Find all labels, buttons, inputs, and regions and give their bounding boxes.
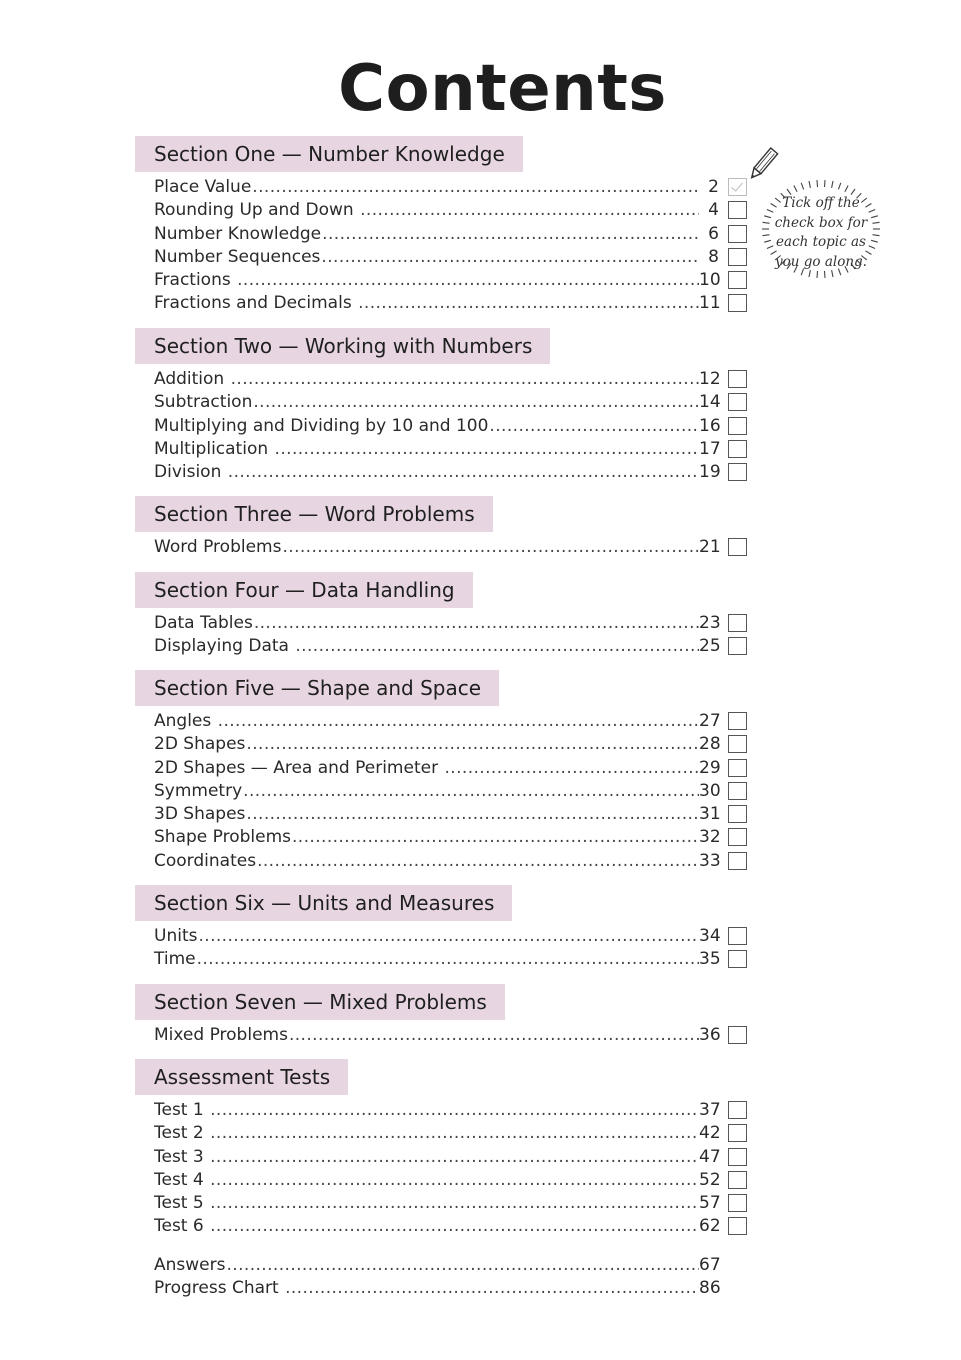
page-number: 32 <box>699 827 721 848</box>
section-items <box>135 368 755 484</box>
toc-row <box>154 948 756 971</box>
page-number: 19 <box>699 462 721 483</box>
section-items <box>135 710 755 873</box>
topic-label: Test 1 ..... <box>154 1099 699 1122</box>
toc-section <box>135 670 755 873</box>
toc-row <box>154 710 756 733</box>
topic-label: 2D Shapes ..... <box>154 733 699 756</box>
page-number: 31 <box>699 804 721 825</box>
topic-label: Answers ..... <box>154 1254 699 1277</box>
toc-row <box>154 1215 756 1238</box>
topic-label: Test 3 ..... <box>154 1146 699 1169</box>
page-title: Contents <box>338 52 667 126</box>
topic-label: Coordinates ..... <box>154 850 699 873</box>
topic-label: Units ..... <box>154 925 699 948</box>
topic-checkbox[interactable] <box>728 1148 747 1166</box>
toc-row <box>154 438 756 461</box>
page-number: 2 <box>708 177 719 197</box>
page-number: 47 <box>699 1146 721 1167</box>
page-number: 86 <box>699 1278 721 1299</box>
page-number: 36 <box>699 1025 721 1045</box>
toc-row <box>154 733 756 756</box>
toc-row <box>154 925 756 948</box>
toc-row <box>154 461 756 484</box>
topic-label: Word Problems ..... <box>154 536 699 559</box>
section-header: Section Seven — Mixed Problems <box>135 984 505 1020</box>
topic-label: Displaying Data ..... <box>154 635 699 658</box>
tip-text: Tick off the check box for each topic as you go along. <box>774 195 868 270</box>
topic-label: Subtraction ..... <box>154 391 699 414</box>
toc-row <box>154 536 756 559</box>
topic-checkbox[interactable] <box>728 463 747 481</box>
topic-label: 3D Shapes ..... <box>154 803 699 826</box>
page-number: 17 <box>699 438 721 459</box>
page-number: 12 <box>699 369 721 389</box>
section-header: Section Four — Data Handling <box>135 572 473 608</box>
topic-checkbox[interactable] <box>728 225 747 243</box>
topic-checkbox[interactable] <box>728 201 747 219</box>
topic-checkbox[interactable] <box>728 248 747 266</box>
topic-label: Multiplication ..... <box>154 438 699 461</box>
topic-label: Test 5 ..... <box>154 1192 699 1215</box>
topic-checkbox[interactable] <box>728 370 747 388</box>
topic-label: Test 2 ..... <box>154 1122 699 1145</box>
page-number: 67 <box>699 1255 721 1275</box>
toc-row <box>154 176 756 199</box>
toc-row <box>154 757 756 780</box>
topic-label: Rounding Up and Down ..... <box>154 199 699 222</box>
section-items <box>135 1099 755 1239</box>
toc-section <box>135 496 755 559</box>
tip-callout <box>760 178 882 280</box>
toc-row <box>154 1192 756 1215</box>
page-number: 29 <box>699 757 721 778</box>
page-number: 10 <box>699 270 721 291</box>
topic-checkbox[interactable] <box>728 1194 747 1212</box>
topic-checkbox[interactable] <box>728 1217 747 1235</box>
topic-label: Angles ..... <box>154 710 699 733</box>
toc-row <box>154 269 756 292</box>
topic-label: Mixed Problems ..... <box>154 1024 699 1047</box>
toc-row <box>154 612 756 635</box>
toc-row <box>154 391 756 414</box>
page-number: 23 <box>699 613 721 633</box>
topic-label: Number Sequences ..... <box>154 246 699 269</box>
toc-section <box>135 984 755 1047</box>
topic-label: Place Value ..... <box>154 176 699 199</box>
toc-row <box>154 850 756 873</box>
toc-row <box>154 415 756 438</box>
toc-row <box>154 780 756 803</box>
toc-row <box>154 1099 756 1122</box>
topic-checkbox[interactable] <box>728 614 747 632</box>
topic-checkbox[interactable] <box>728 950 747 968</box>
toc-row <box>154 246 756 269</box>
page-number: 52 <box>699 1169 721 1190</box>
toc-row <box>154 826 756 849</box>
section-header: Assessment Tests <box>135 1059 348 1095</box>
topic-checkbox[interactable] <box>728 440 747 458</box>
section-items <box>135 925 755 972</box>
topic-label: Division ..... <box>154 461 699 484</box>
topic-checkbox[interactable] <box>728 271 747 289</box>
topic-checkbox[interactable] <box>728 637 747 655</box>
page-number: 8 <box>708 246 719 267</box>
page-number: 62 <box>699 1216 721 1237</box>
toc-section <box>135 136 755 316</box>
page-number: 14 <box>699 392 721 413</box>
topic-label: Fractions and Decimals ..... <box>154 292 699 315</box>
topic-checkbox[interactable] <box>728 782 747 800</box>
toc-section <box>135 885 755 972</box>
topic-checkbox[interactable] <box>728 759 747 777</box>
topic-label: Shape Problems ..... <box>154 826 699 849</box>
page-number: 30 <box>699 780 721 801</box>
toc-row <box>154 803 756 826</box>
page-number: 34 <box>699 926 721 946</box>
topic-label: Time ..... <box>154 948 699 971</box>
topic-checkbox[interactable] <box>728 1026 747 1044</box>
topic-label: Progress Chart ..... <box>154 1277 699 1300</box>
page-number: 27 <box>699 711 721 731</box>
page-number: 21 <box>699 537 721 557</box>
topic-checkbox[interactable] <box>728 538 747 556</box>
toc-row <box>154 223 756 246</box>
topic-label: Number Knowledge ..... <box>154 223 699 246</box>
toc-section <box>135 572 755 659</box>
toc-row <box>154 1024 756 1047</box>
toc-row <box>154 199 756 222</box>
page-number: 57 <box>699 1193 721 1214</box>
topic-checkbox[interactable] <box>728 1101 747 1119</box>
toc-section <box>135 328 755 484</box>
topic-label: Multiplying and Dividing by 10 and 100 ..... <box>154 415 699 438</box>
section-items <box>135 612 755 659</box>
page-number: 16 <box>699 415 721 436</box>
page-number: 42 <box>699 1123 721 1144</box>
topic-checkbox[interactable] <box>728 735 747 753</box>
toc-section <box>135 1254 755 1301</box>
topic-checkbox[interactable] <box>728 852 747 870</box>
page-number: 35 <box>699 949 721 970</box>
topic-checkbox[interactable] <box>728 1124 747 1142</box>
topic-label: Test 6 ..... <box>154 1215 699 1238</box>
page-number: 6 <box>708 223 719 244</box>
section-items <box>135 1254 755 1301</box>
toc-row <box>154 368 756 391</box>
page-number: 37 <box>699 1100 721 1120</box>
page-number: 33 <box>699 850 721 871</box>
toc-row <box>154 1254 756 1277</box>
topic-label: Data Tables ..... <box>154 612 699 635</box>
toc-row <box>154 1277 756 1300</box>
toc-row <box>154 635 756 658</box>
toc-row <box>154 1146 756 1169</box>
toc-row <box>154 292 756 315</box>
topic-checkbox[interactable] <box>728 927 747 945</box>
topic-label: Fractions ..... <box>154 269 699 292</box>
toc-row <box>154 1122 756 1145</box>
topic-checkbox[interactable] <box>728 294 747 312</box>
topic-checkbox[interactable] <box>728 1171 747 1189</box>
topic-label: 2D Shapes — Area and Perimeter ..... <box>154 757 699 780</box>
page-number: 4 <box>708 200 719 221</box>
page-number: 28 <box>699 734 721 755</box>
section-header: Section Three — Word Problems <box>135 496 493 532</box>
section-items <box>135 536 755 559</box>
topic-checkbox[interactable] <box>728 805 747 823</box>
section-items <box>135 1024 755 1047</box>
topic-label: Addition ..... <box>154 368 699 391</box>
topic-checkbox[interactable] <box>728 393 747 411</box>
section-header: Section One — Number Knowledge <box>135 136 523 172</box>
topic-checkbox[interactable] <box>728 178 747 196</box>
section-header: Section Two — Working with Numbers <box>135 328 550 364</box>
page-number: 25 <box>699 636 721 657</box>
topic-label: Test 4 ..... <box>154 1169 699 1192</box>
toc-row <box>154 1169 756 1192</box>
topic-checkbox[interactable] <box>728 417 747 435</box>
toc-section <box>135 1059 755 1239</box>
section-header: Section Six — Units and Measures <box>135 885 512 921</box>
section-items <box>135 176 755 316</box>
topic-label: Symmetry ..... <box>154 780 699 803</box>
page-number: 11 <box>699 293 721 314</box>
topic-checkbox[interactable] <box>728 712 747 730</box>
section-header: Section Five — Shape and Space <box>135 670 499 706</box>
topic-checkbox[interactable] <box>728 828 747 846</box>
